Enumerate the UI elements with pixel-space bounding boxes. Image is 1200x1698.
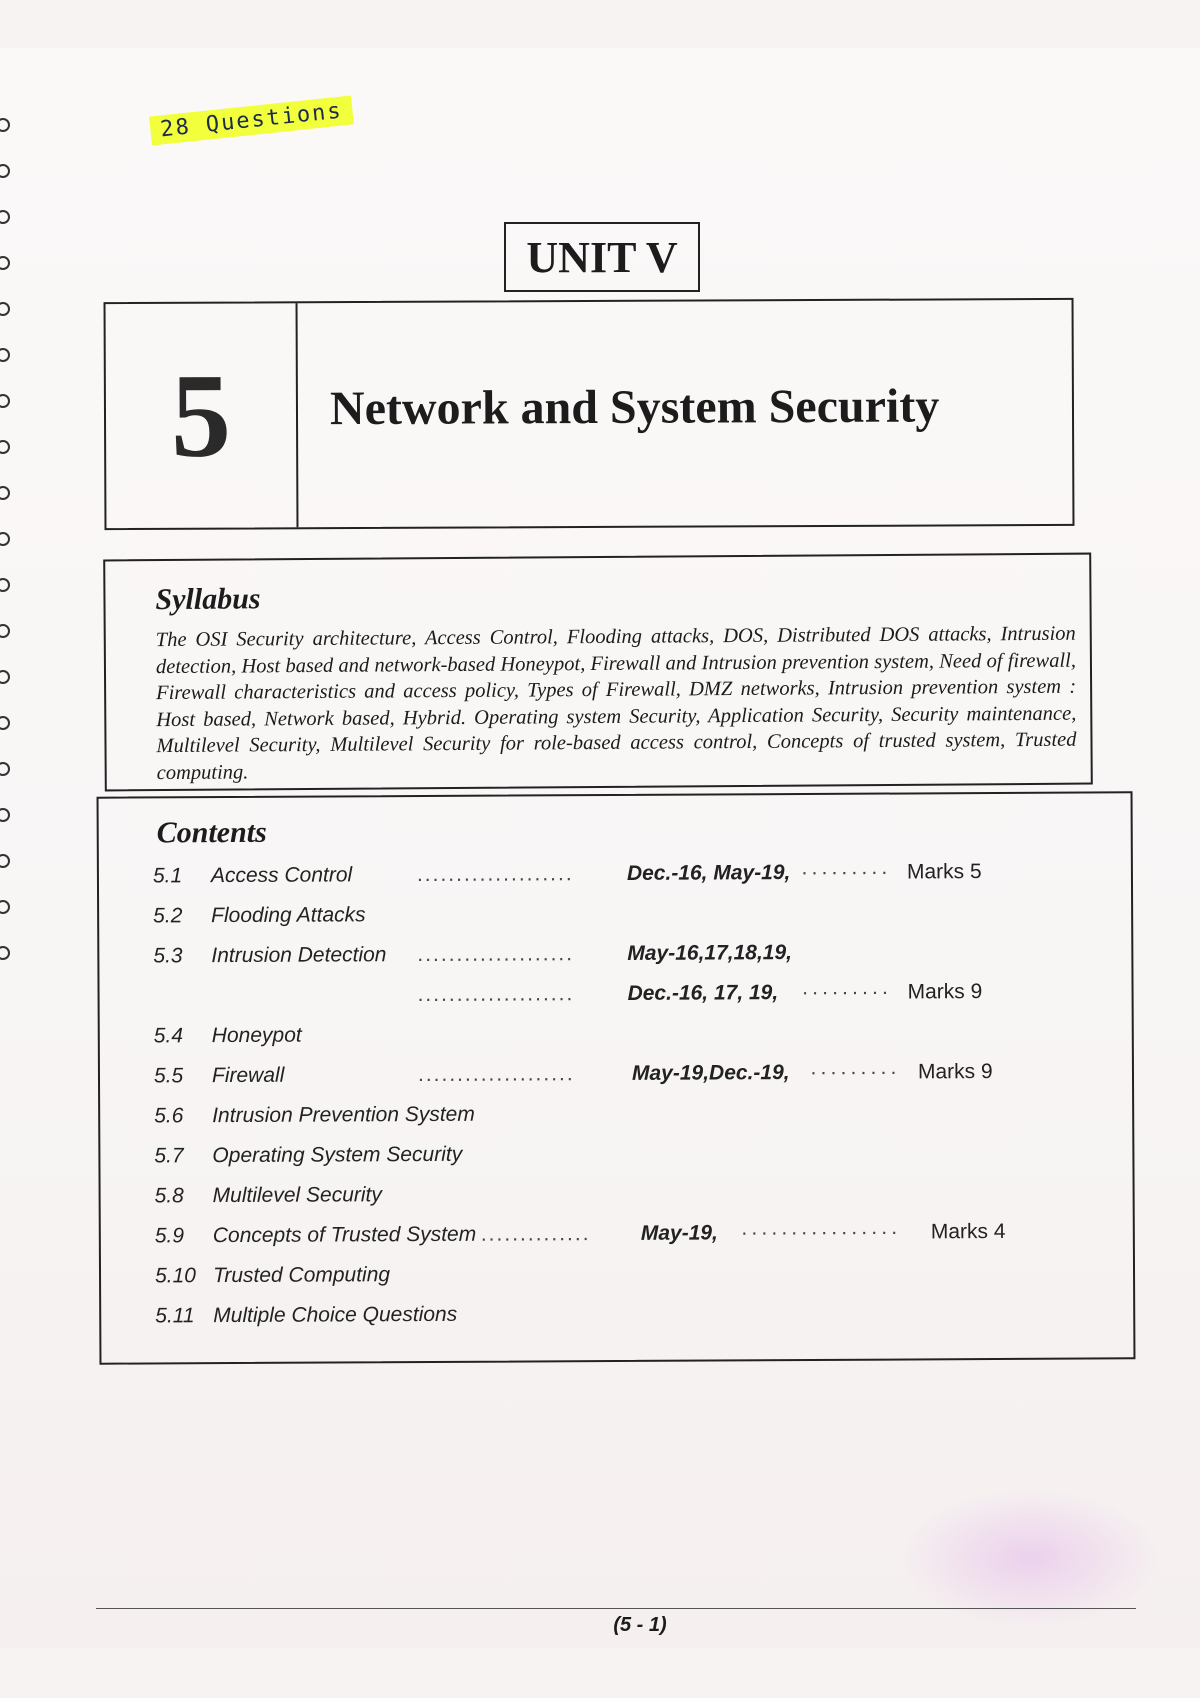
item-marks: Marks 9 [917, 1060, 993, 1084]
leader-dots: ················ [740, 1220, 901, 1245]
item-dates: May-19,Dec.-19, [631, 1061, 790, 1085]
contents-item [101, 1299, 1133, 1338]
contents-heading: Contents [156, 815, 267, 850]
item-title: Multilevel Security [212, 1183, 382, 1208]
item-dates: Dec.-16, 17, 19, [627, 981, 779, 1005]
chapter-header [104, 298, 1075, 530]
item-title: Intrusion Detection [211, 943, 387, 968]
contents-item [101, 1179, 1133, 1218]
item-number: 5.1 [152, 864, 183, 888]
item-title: Access Control [210, 863, 353, 888]
item-title: Firewall [211, 1063, 285, 1088]
leader-dots: .................... [417, 1062, 575, 1087]
item-title: Trusted Computing [212, 1263, 391, 1288]
item-dates: May-19, [640, 1221, 718, 1245]
item-number: 5.8 [154, 1184, 184, 1208]
item-number: 5.7 [154, 1144, 184, 1168]
contents-item [100, 1019, 1132, 1058]
contents-item [101, 1259, 1133, 1298]
item-dates: Dec.-16, May-19, [626, 861, 791, 885]
item-number: 5.2 [153, 904, 183, 928]
item-title: Flooding Attacks [211, 903, 366, 928]
syllabus-text: The OSI Security architecture, Access Control, Flooding attacks, DOS, Distributed DOS attacks, Intrusion detection, Host based and network-based Honeypot, Firewall and Intrusion prevention system, Need of firewall, Firewall characteristics and access policy, Types of Firewall, DMZ networks, Intrusion prevention system : Host based, Network based, Hybrid. Operating system Security, Application Security, Security maintenance, Multilevel Security, Multilevel Security for role-based access control, Concepts of trusted system, Trusted computing. [155, 622, 1077, 784]
item-number: 5.6 [154, 1104, 184, 1128]
item-dates: May-16,17,18,19, [627, 941, 793, 965]
item-title: Concepts of Trusted System [212, 1222, 477, 1248]
footer-rule [96, 1608, 1136, 1609]
leader-dots: .................... [417, 942, 575, 967]
handwritten-annotation: 28 Questions [149, 95, 354, 145]
item-marks: Marks 4 [930, 1219, 1006, 1244]
item-title: Honeypot [211, 1023, 302, 1048]
contents-box [97, 791, 1136, 1364]
contents-item [99, 859, 1131, 898]
item-number: 5.5 [153, 1064, 184, 1088]
contents-item-continuation [100, 979, 1132, 1018]
contents-item [100, 1139, 1132, 1178]
item-number: 5.3 [153, 944, 183, 968]
item-number: 5.11 [155, 1304, 195, 1328]
contents-item [99, 899, 1131, 938]
contents-item [101, 1219, 1133, 1258]
contents-item [100, 1059, 1132, 1098]
item-number: 5.9 [154, 1224, 185, 1248]
unit-label: UNIT V [504, 222, 700, 292]
item-marks: Marks 5 [906, 860, 982, 884]
item-number: 5.10 [154, 1264, 196, 1288]
leader-dots: .................... [416, 862, 574, 887]
item-number: 5.4 [153, 1024, 184, 1048]
item-marks: Marks 9 [907, 980, 983, 1004]
contents-item [100, 1099, 1132, 1138]
chapter-number: 5 [106, 303, 299, 528]
leader-dots: ········· [809, 1060, 900, 1084]
color-smudge [900, 1488, 1160, 1628]
leader-dots: .............. [480, 1222, 591, 1246]
leader-dots: .................... [417, 982, 575, 1007]
item-title: Operating System Security [212, 1142, 463, 1168]
item-title: Multiple Choice Questions [213, 1302, 458, 1328]
chapter-title: Network and System Security [329, 379, 940, 436]
leader-dots: ········· [800, 860, 891, 885]
syllabus-heading: Syllabus [155, 582, 261, 617]
page-number: (5 - 1) [613, 1614, 667, 1636]
syllabus-box [103, 553, 1093, 792]
leader-dots: ········· [801, 980, 892, 1005]
item-title: Intrusion Prevention System [212, 1102, 475, 1128]
spiral-binding [0, 118, 12, 1018]
contents-item [99, 939, 1131, 978]
